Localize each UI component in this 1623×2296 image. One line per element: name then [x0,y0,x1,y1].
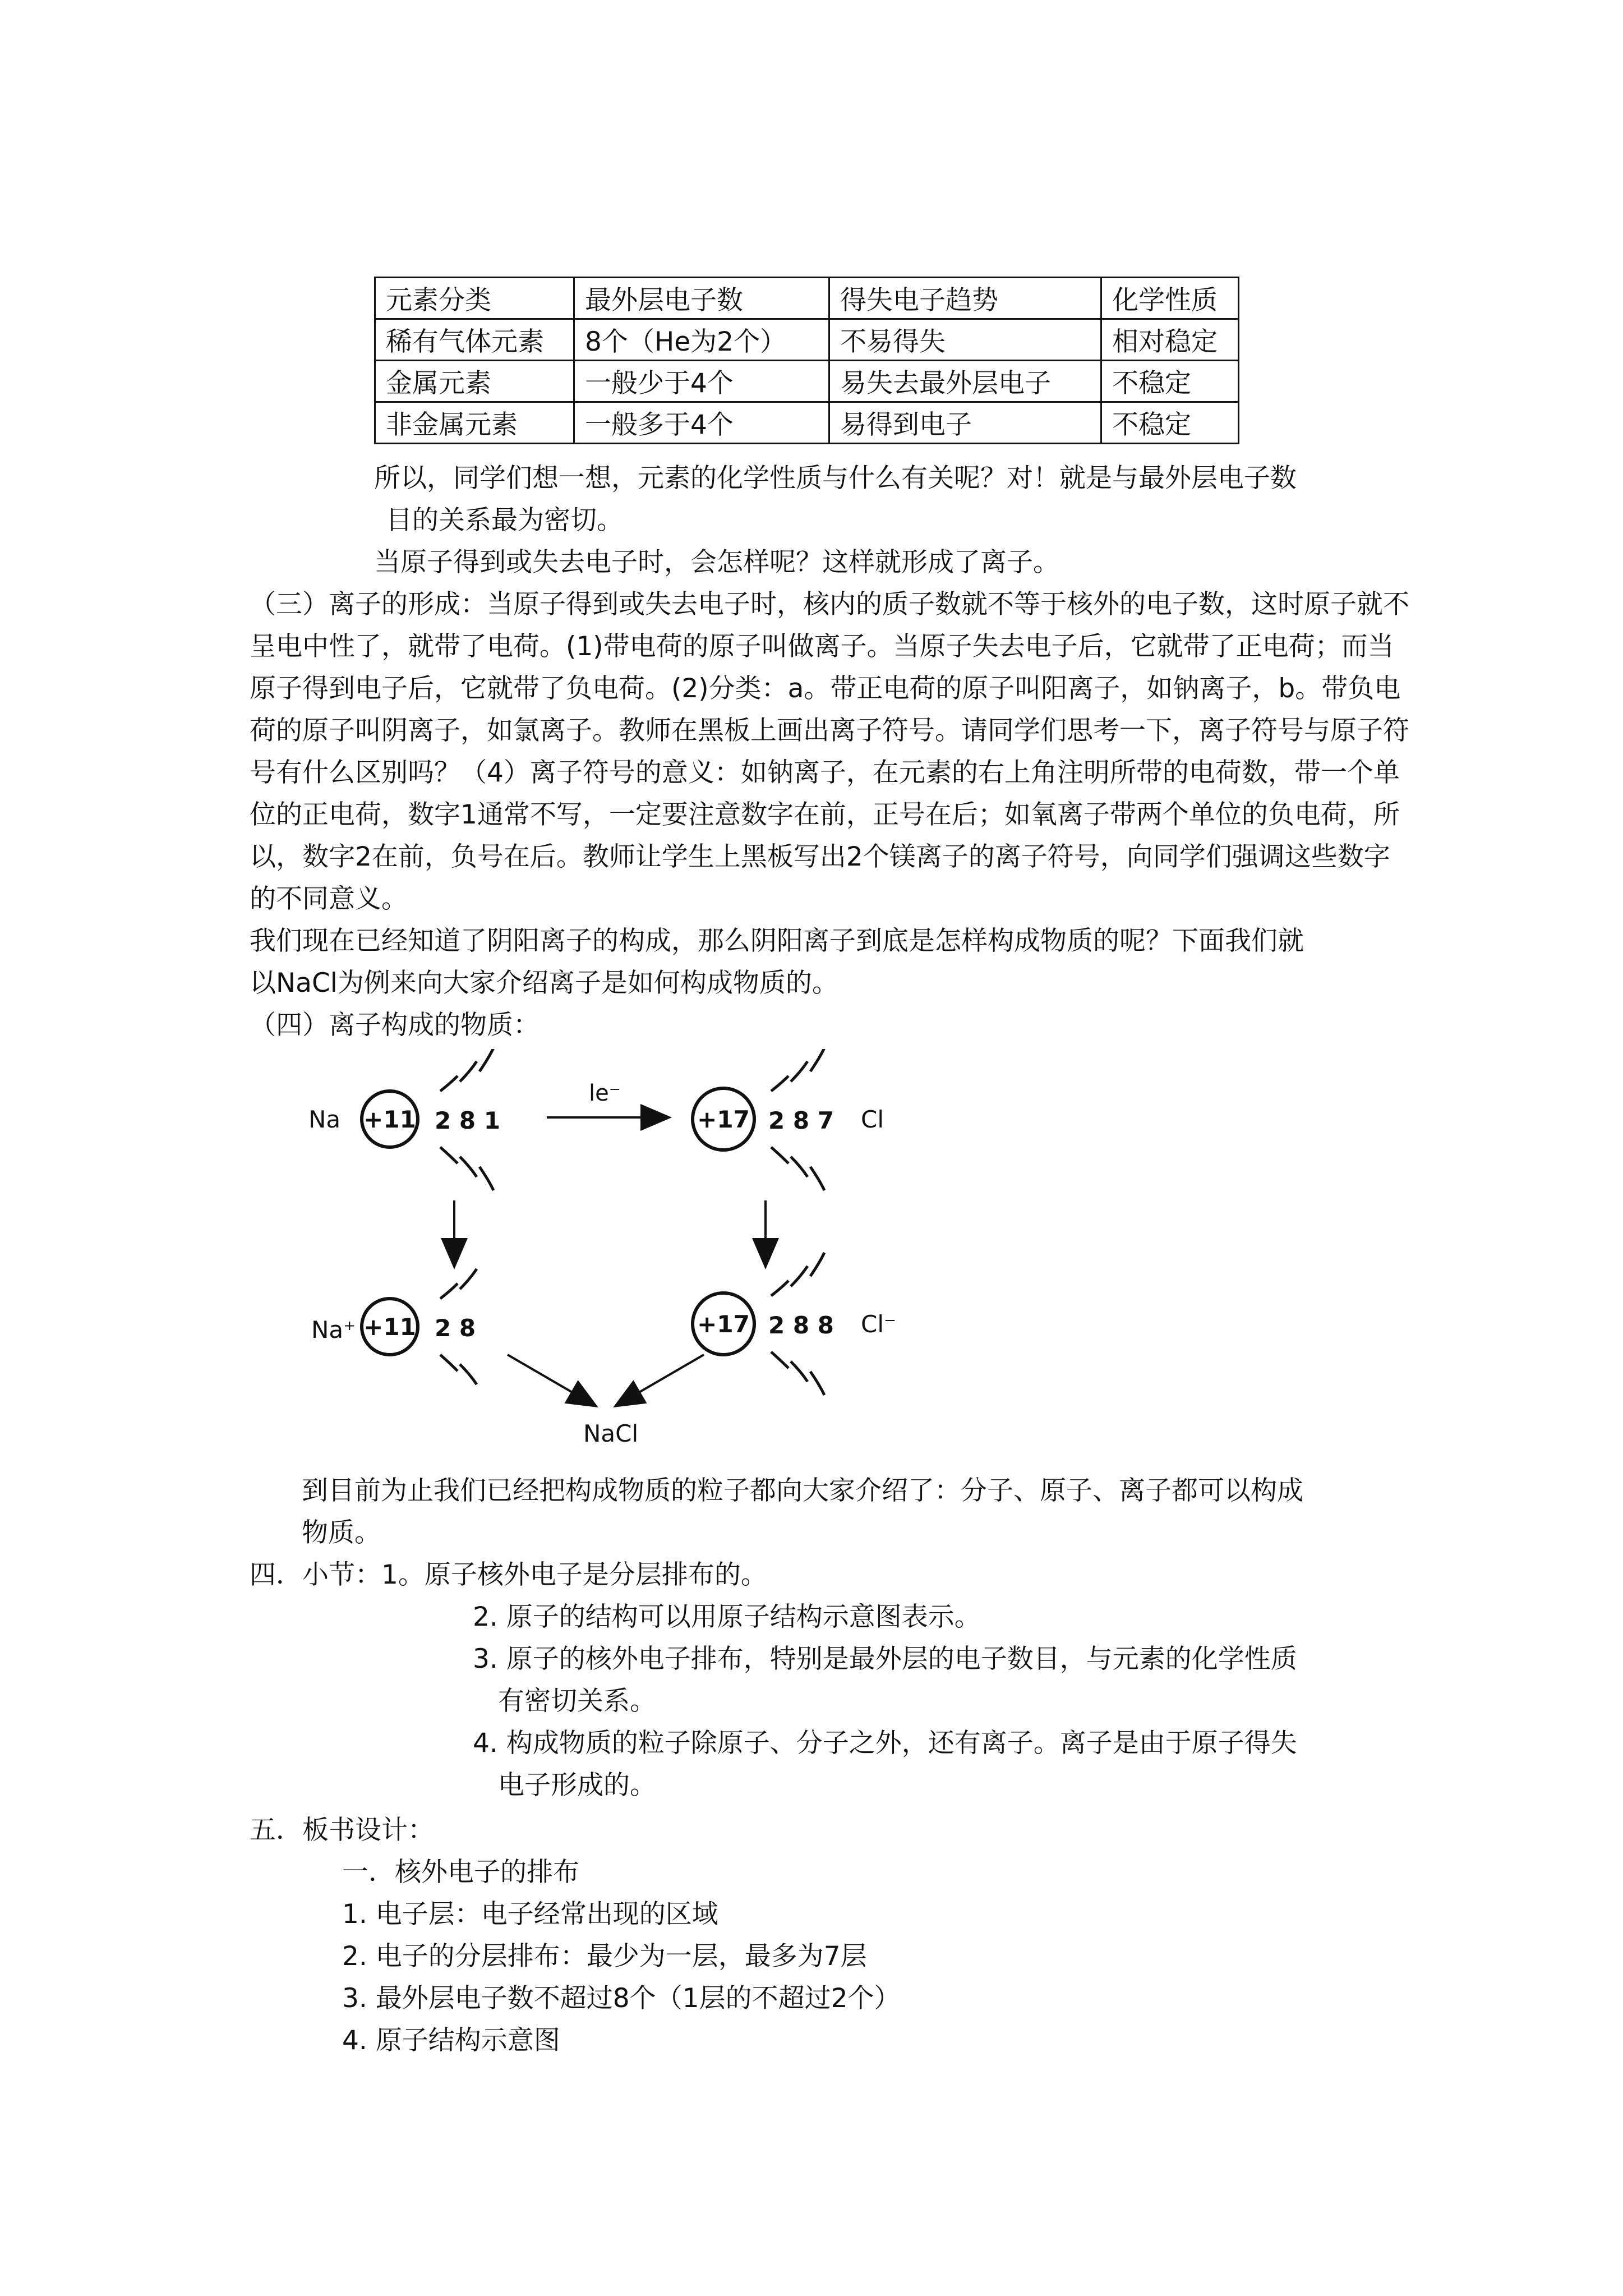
paragraph-line: 目的关系最为密切。 [386,505,623,536]
board-item: 1. 电子层：电子经常出现的区域 [342,1899,718,1930]
na-ion-label: Na⁺ [311,1316,356,1343]
table-cell: 非金属元素 [375,402,574,444]
nacl-ion-formation-diagram [292,1049,953,1464]
table-row [375,319,1239,361]
element-table [374,277,1239,444]
board-subtitle: 一．核外电子的排布 [342,1857,579,1888]
cl-nucleus-charge: +17 [697,1106,750,1133]
table-header: 元素分类 [375,278,574,319]
paragraph-line: 到目前为止我们已经把构成物质的粒子都向大家介绍了：分子、原子、离子都可以构成 [302,1475,1303,1506]
na-ion-to-nacl-arrow [508,1355,594,1405]
nacl-product-label: NaCl [583,1420,639,1447]
board-heading: 五．板书设计： [250,1815,434,1846]
table-row [375,361,1239,402]
na-ion-shell-electrons: 2 8 [435,1314,476,1342]
section-3-line: 原子得到电子后，它就带了负电荷。(2)分类：a。带正电荷的原子叫阳离子，如钠离子，b。带负电 [250,673,1401,704]
summary-item: 4. 构成物质的粒子除原子、分子之外，还有离子。离子是由于原子得失 [473,1728,1297,1759]
summary-heading: 四．小节：1。原子核外电子是分层排布的。 [250,1559,767,1590]
table-cell: 8个（He为2个） [574,319,829,361]
section-3-line: 的不同意义。 [250,884,408,914]
cl-ion-nucleus-charge: +17 [697,1310,750,1338]
section-3-line: 位的正电荷，数字1通常不写，一定要注意数字在前，正号在后；如氧离子带两个单位的负电荷，所 [250,799,1400,830]
table-cell: 金属元素 [375,361,574,402]
section-4-title: （四）离子构成的物质： [250,1010,540,1041]
table-cell: 一般少于4个 [574,361,829,402]
table-cell: 易失去最外层电子 [829,361,1101,402]
table-header: 得失电子趋势 [829,278,1101,319]
table-cell: 一般多于4个 [574,402,829,444]
table-header: 化学性质 [1101,278,1239,319]
table-row [375,402,1239,444]
paragraph-line: 以NaCl为例来向大家介绍离子是如何构成物质的。 [250,968,838,999]
section-3-line: 呈电中性了，就带了电荷。(1)带电荷的原子叫做离子。当原子失去电子后，它就带了正电荷；而当 [250,631,1394,662]
cl-ion-label: Cl⁻ [861,1310,897,1338]
paragraph-line: 我们现在已经知道了阴阳离子的构成，那么阴阳离子到底是怎样构成物质的呢？下面我们就 [250,926,1304,956]
table-cell: 易得到电子 [829,402,1101,444]
cl-shell-electrons: 2 8 7 [768,1107,834,1134]
summary-item: 电子形成的。 [498,1770,656,1801]
na-ion-nucleus-charge: +11 [363,1313,416,1341]
section-3-line: （三）离子的形成：当原子得到或失去电子时，核内的质子数就不等于核外的电子数，这时原子就不 [250,589,1409,620]
na-nucleus-charge: +11 [363,1106,416,1133]
board-item: 3. 最外层电子数不超过8个（1层的不超过2个） [342,1983,901,2014]
section-3-line: 荷的原子叫阴离子，如氯离子。教师在黑板上画出离子符号。请同学们思考一下，离子符号与原子符 [250,715,1409,746]
table-header-row [375,278,1239,319]
cl-atom-label: Cl [861,1106,884,1133]
summary-item: 2. 原子的结构可以用原子结构示意图表示。 [473,1602,981,1632]
paragraph-line: 所以，同学们想一想，元素的化学性质与什么有关呢？对！就是与最外层电子数 [374,463,1297,494]
electron-transfer-label: le⁻ [589,1080,621,1106]
board-item: 4. 原子结构示意图 [342,2025,560,2056]
table-cell: 相对稳定 [1101,319,1239,361]
table-cell: 不稳定 [1101,361,1239,402]
cl-ion-to-nacl-arrow [617,1355,704,1405]
table-cell: 不稳定 [1101,402,1239,444]
board-item: 2. 电子的分层排布：最少为一层，最多为7层 [342,1941,867,1972]
table-cell: 稀有气体元素 [375,319,574,361]
section-3-line: 号有什么区别吗？（4）离子符号的意义：如钠离子，在元素的右上角注明所带的电荷数，带一个单 [250,757,1400,788]
cl-ion-shell-electrons: 2 8 8 [768,1312,834,1339]
table-header: 最外层电子数 [574,278,829,319]
paragraph-line: 物质。 [302,1517,381,1548]
paragraph-line: 当原子得到或失去电子时，会怎样呢？这样就形成了离子。 [374,547,1059,578]
table-cell: 不易得失 [829,319,1101,361]
na-shell-electrons: 2 8 1 [435,1107,500,1134]
section-3-line: 以，数字2在前，负号在后。教师让学生上黑板写出2个镁离子的离子符号，向同学们强调这些数字 [250,841,1390,872]
summary-item: 3. 原子的核外电子排布，特别是最外层的电子数目，与元素的化学性质 [473,1644,1297,1674]
summary-item: 有密切关系。 [498,1686,656,1717]
na-atom-label: Na [308,1106,341,1133]
